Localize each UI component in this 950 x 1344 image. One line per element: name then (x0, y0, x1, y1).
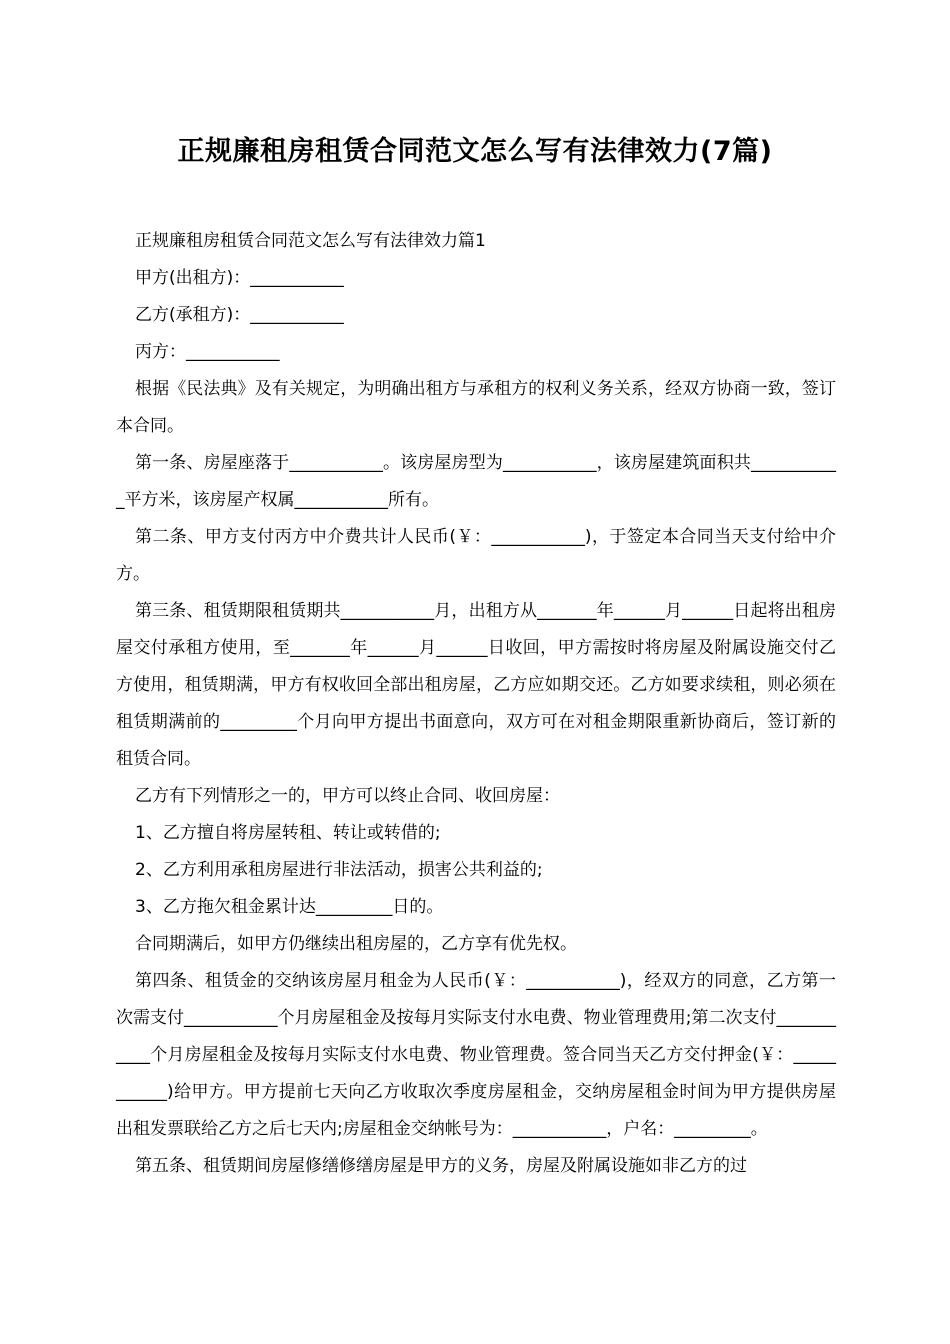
termination-intro: 乙方有下列情形之一的，甲方可以终止合同、收回房屋： (135, 786, 560, 806)
article-4-paragraph: 第四条、租赁金的交纳该房屋月租金为人民币(￥：___________)，经双方的同意，乙方第一次需支付___________个月房屋租金及按每月实际支付水电费、物业管理费用;第二次支付___________个月房屋租金及按每月实际支付水电费、物业管理费。签合同当天乙方交付押金(￥：___________)给甲方。甲方提前七天向乙方收取次季度房屋租金，交纳房屋租金时间为甲方提供房屋出租发票联给乙方之后七天内;房屋租金交纳帐号为：___________，户名：_________。 (116, 971, 836, 1139)
termination-item-1: 1、乙方擅自将房屋转租、转让或转借的; (135, 823, 441, 843)
termination-item-2: 2、乙方利用承租房屋进行非法活动，损害公共利益的; (135, 860, 543, 880)
priority-paragraph: 合同期满后，如甲方仍继续出租房屋的，乙方享有优先权。 (135, 934, 577, 954)
party-b-line: 乙方(承租方)：___________ (135, 305, 344, 325)
article-5-paragraph: 第五条、租赁期间房屋修缮修缮房屋是甲方的义务，房屋及附属设施如非乙方的过 (135, 1156, 747, 1176)
termination-item-3: 3、乙方拖欠租金累计达_________日的。 (135, 897, 444, 917)
party-c-line: 丙方：___________ (135, 342, 280, 362)
article-2-paragraph: 第二条、甲方支付丙方中介费共计人民币(￥：___________)，于签定本合同当天支付给中介方。 (116, 527, 836, 584)
document-body (116, 223, 836, 1185)
article-3-paragraph: 第三条、租赁期限租赁期共___________月，出租方从_______年______月______日起将出租房屋交付承租方使用，至_______年______月______日收回，甲方需按时将房屋及附属设施交付乙方使用，租赁期满，甲方有权收回全部出租房屋，乙方应如期交还。乙方如要求续租，则必须在租赁期满前的_________个月向甲方提出书面意向，双方可在对租金期限重新协商后，签订新的租赁合同。 (116, 601, 836, 769)
section-heading: 正规廉租房租赁合同范文怎么写有法律效力篇1 (135, 231, 486, 251)
article-1-paragraph: 第一条、房屋座落于___________。该房屋房型为___________，该房屋建筑面积共___________平方米，该房屋产权属___________所有。 (116, 453, 836, 510)
party-a-line: 甲方(出租方)：___________ (135, 268, 344, 288)
document-title: 正规廉租房租赁合同范文怎么写有法律效力(7篇) (177, 136, 773, 167)
preamble-paragraph: 根据《民法典》及有关规定，为明确出租方与承租方的权利义务关系，经双方协商一致，签订本合同。 (116, 379, 836, 436)
